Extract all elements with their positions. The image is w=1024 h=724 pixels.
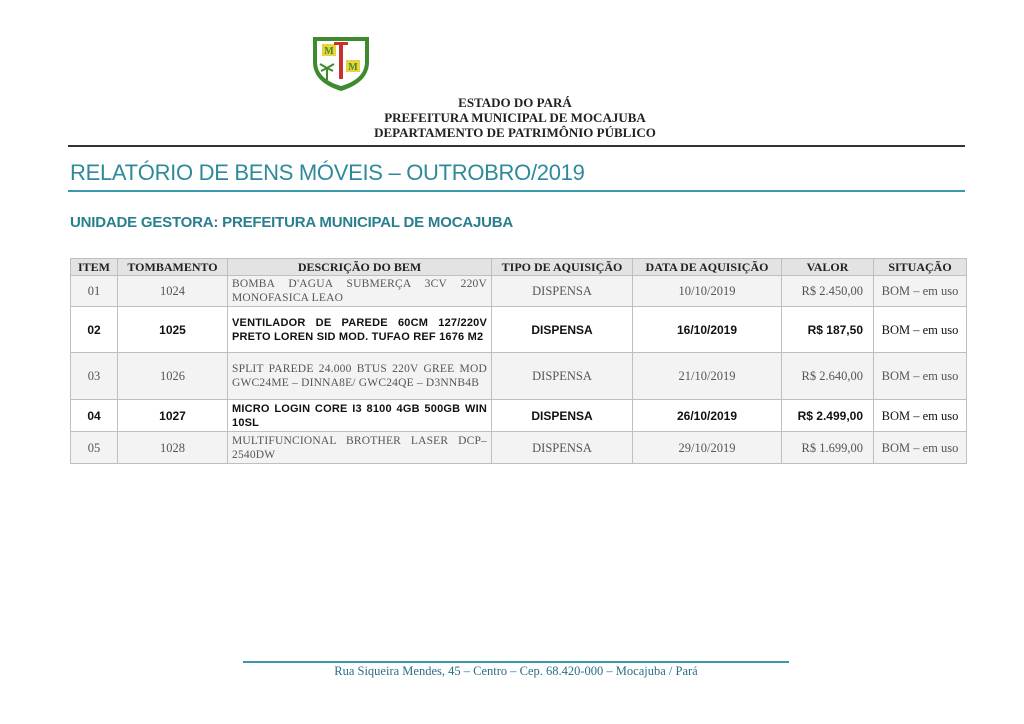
column-header-data: DATA DE AQUISIÇÃO [633,259,782,276]
cell-situacao: BOM – em uso [874,276,967,307]
cell-tombamento: 1025 [118,307,228,353]
table-row [71,353,967,400]
column-header-tipo: TIPO DE AQUISIÇÃO [492,259,633,276]
assets-table [70,258,967,464]
cell-data: 10/10/2019 [633,276,782,307]
header-state: ESTADO DO PARÁ [458,95,572,110]
column-header-situacao: SITUAÇÃO [874,259,967,276]
coat-of-arms-graphic [310,34,372,92]
report-title: RELATÓRIO DE BENS MÓVEIS – OUTROBRO/2019 [70,160,585,185]
cell-tombamento: 1028 [118,432,228,464]
report-subtitle: UNIDADE GESTORA: PREFEITURA MUNICIPAL DE MOCAJUBA [70,214,513,231]
column-header-valor: VALOR [782,259,874,276]
table-row [71,276,967,307]
cell-valor: R$ 2.640,00 [782,353,874,400]
footer-address: Rua Siqueira Mendes, 45 – Centro – Cep. 68.420-000 – Mocajuba / Pará [334,664,698,678]
cell-tipo: DISPENSA [492,276,633,307]
cell-descricao: SPLIT PAREDE 24.000 BTUS 220V GREE MOD GWC24ME – DINNA8E/ GWC24QE – D3NNB4B [228,353,492,400]
cell-descricao: MICRO LOGIN CORE I3 8100 4GB 500GB WIN 10SL [228,400,492,432]
table-row [71,307,967,353]
cell-descricao: MULTIFUNCIONAL BROTHER LASER DCP–2540DW [228,432,492,464]
cell-descricao: BOMBA D'AGUA SUBMERÇA 3CV 220V MONOFASICA LEAO [228,276,492,307]
title-divider [68,190,965,192]
column-header-descricao: DESCRIÇÃO DO BEM [228,259,492,276]
column-header-tombamento: TOMBAMENTO [118,259,228,276]
cell-tombamento: 1027 [118,400,228,432]
cell-situacao: BOM – em uso [874,353,967,400]
cell-descricao: VENTILADOR DE PAREDE 60CM 127/220V PRETO LOREN SID MOD. TUFAO REF 1676 M2 [228,307,492,353]
cell-situacao: BOM – em uso [874,400,967,432]
cell-tipo: DISPENSA [492,353,633,400]
cell-tombamento: 1024 [118,276,228,307]
cell-item: 04 [71,400,118,432]
header-city-hall: PREFEITURA MUNICIPAL DE MOCAJUBA [384,110,646,125]
table-row [71,432,967,464]
municipal-coat-of-arms-icon [310,34,372,92]
cell-valor: R$ 2.450,00 [782,276,874,307]
cell-data: 26/10/2019 [633,400,782,432]
logo-letter-top: M [324,46,334,57]
cell-tipo: DISPENSA [492,432,633,464]
cell-valor: R$ 1.699,00 [782,432,874,464]
table-row [71,400,967,432]
cell-tipo: DISPENSA [492,307,633,353]
cell-tombamento: 1026 [118,353,228,400]
cell-valor: R$ 187,50 [782,307,874,353]
header-department: DEPARTAMENTO DE PATRIMÔNIO PÚBLICO [374,125,656,140]
cell-item: 03 [71,353,118,400]
cell-data: 29/10/2019 [633,432,782,464]
cell-data: 16/10/2019 [633,307,782,353]
header-divider [68,145,965,147]
column-header-item: ITEM [71,259,118,276]
cell-situacao: BOM – em uso [874,432,967,464]
logo-letter-bottom: M [348,62,358,73]
cell-tipo: DISPENSA [492,400,633,432]
cell-data: 21/10/2019 [633,353,782,400]
footer-divider [243,661,789,663]
cell-item: 05 [71,432,118,464]
cell-valor: R$ 2.499,00 [782,400,874,432]
cell-item: 01 [71,276,118,307]
cell-situacao: BOM – em uso [874,307,967,353]
table-header-row [71,259,967,276]
cell-item: 02 [71,307,118,353]
